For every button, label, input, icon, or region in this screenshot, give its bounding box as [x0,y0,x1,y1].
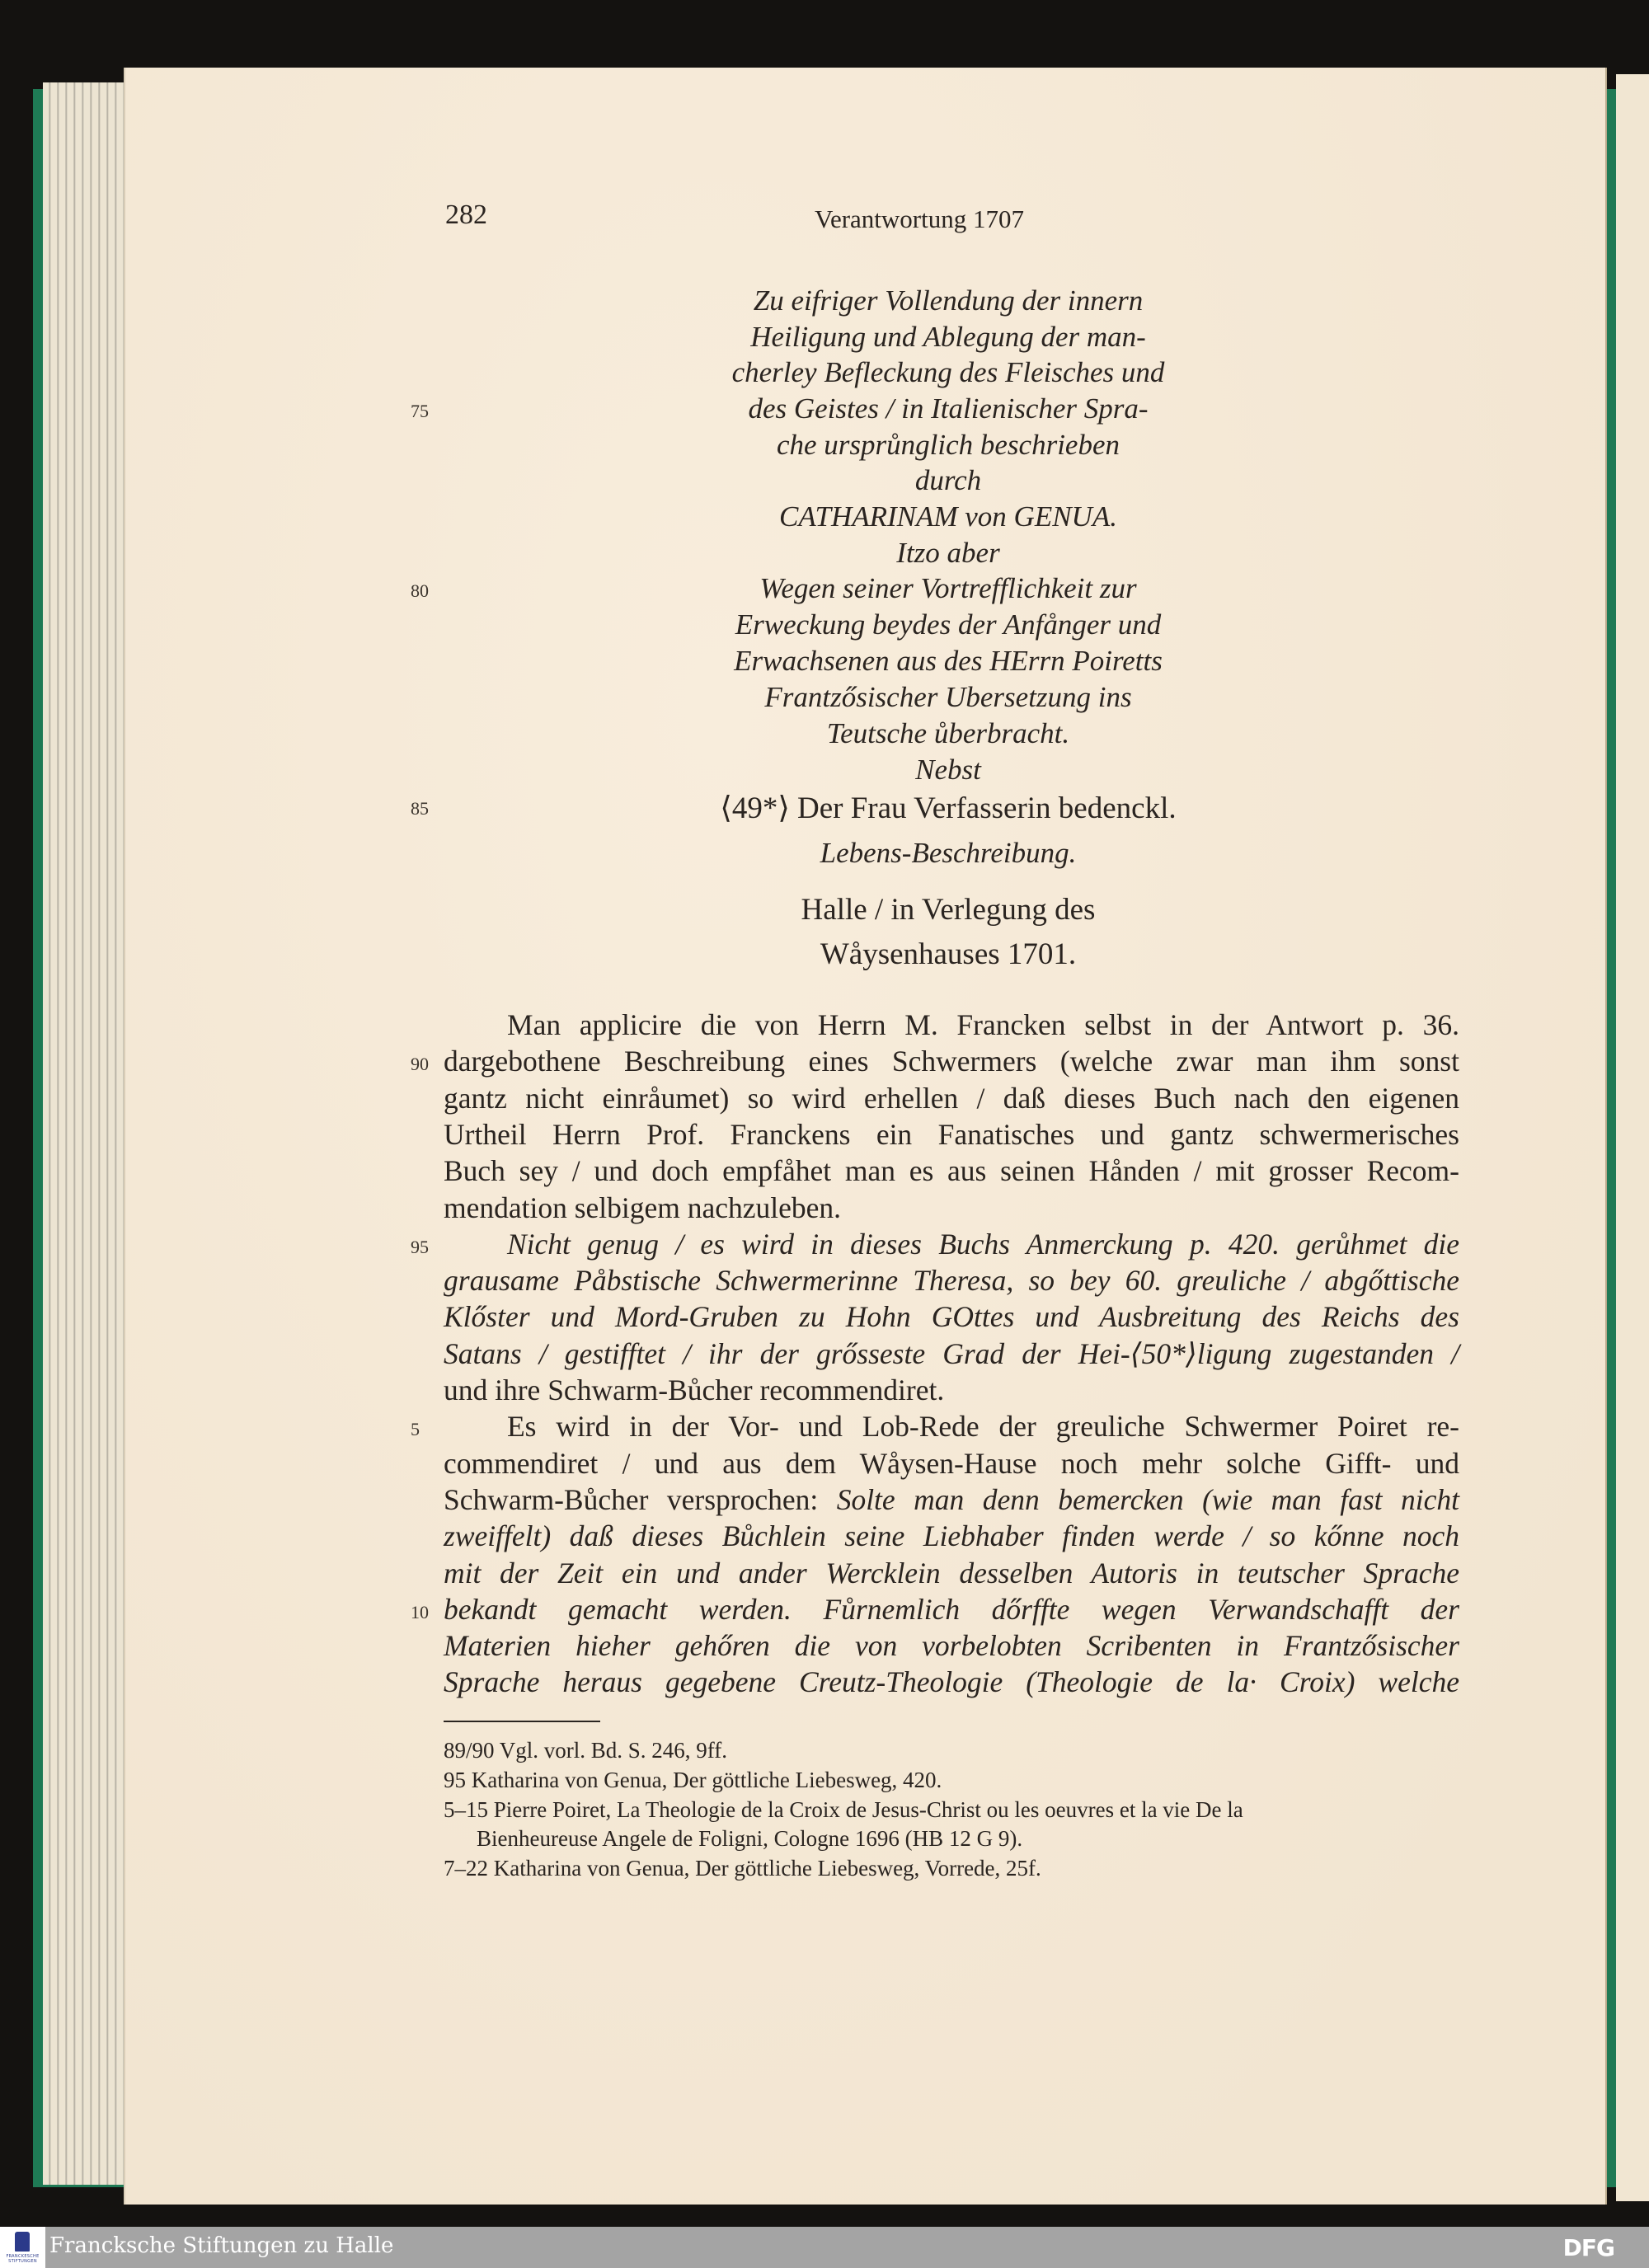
body-line: und ihre Schwarm-Bůcher recommendiret. [444,1373,945,1406]
title-line: durch [914,464,982,496]
body-line: Es wird in der Vor- und Lob-Rede der greuliche Schwermer Poiret re- [507,1410,1459,1444]
line-number: 90 [411,1054,429,1075]
title-line: Zu eifriger Vollendung der innern [753,284,1144,317]
footnote: Bienheureuse Angele de Foligni, Cologne 1696 (HB 12 G 9). [477,1826,1023,1851]
title-line: Nebst [915,754,981,786]
title-line: che ursprůnglich beschrieben [776,429,1120,461]
title-line: Erwachsenen aus des HErrn Poiretts [734,645,1163,677]
body-line: Man applicire die von Herrn M. Francken selbst in der Antwort p. 36. [507,1008,1459,1041]
body-line: mendation selbigem nachzuleben. [444,1190,842,1224]
body-line: bekandt gemacht werden. Fůrnemlich dőrffte wegen Verwandschafft der [444,1592,1459,1626]
footer-bar [0,2227,1649,2268]
body-line [444,1482,1459,1517]
dfg-logo[interactable]: DFG [1562,2234,1614,2261]
title-line: Frantzősischer Ubersetzung ins [764,681,1132,713]
body-line: Buch sey / und doch empfåhet man es aus seinen Hånden / mit grosser Recom- [444,1154,1459,1188]
logo-text: FRANCKESCHE STIFTUNGEN [6,2254,40,2264]
body-line: zweiffelt) daß dieses Bůchlein seine Liebhaber finden werde / so kőnne noch [444,1519,1459,1553]
title-line: ⟨49*⟩ Der Frau Verfasserin bedenckl. [720,791,1177,825]
institution-logo[interactable] [0,2227,45,2268]
body-line: Urtheil Herrn Prof. Franckens ein Fanatisches und gantz schwermerisches [444,1117,1459,1151]
line-number: 95 [411,1236,429,1257]
facing-page-edge [1616,74,1649,2201]
institution-name[interactable]: Francksche Stiftungen zu Halle [49,2233,394,2258]
line-number: 75 [411,401,429,421]
body-line: Nicht genug / es wird in dieses Buchs Anmerckung p. 420. gerůhmet die [507,1227,1459,1261]
roman-segment: Schwarm-Bůcher versprochen: [444,1482,837,1516]
body-line: dargebothene Beschreibung eines Schwermers (welche zwar man ihm sonst [444,1045,1459,1078]
line-number: 10 [411,1601,429,1622]
title-line: Erweckung beydes der Anfånger und [735,608,1162,641]
footnote: 5–15 Pierre Poiret, La Theologie de la Croix de Jesus-Christ ou les oeuvres et la vie De la [444,1797,1243,1822]
title-line: cherley Befleckung des Fleisches und [731,356,1165,388]
title-line: Halle / in Verlegung des [801,893,1096,927]
body-line: commendiret / und aus dem Wåysen-Hause noch mehr solche Gifft- und [444,1446,1459,1480]
page-number: 282 [445,200,487,230]
body-line: Materien hieher gehőren die von vorbelobten Scribenten in Frantzősischer [444,1629,1459,1663]
footnote: 7–22 Katharina von Genua, Der göttliche Liebesweg, Vorrede, 25f. [444,1856,1041,1881]
body-line: Klőster und Mord-Gruben zu Hohn GOttes und Ausbreitung des Reichs des [444,1300,1459,1334]
running-title: Verantwortung 1707 [815,204,1024,233]
title-line: Wåysenhauses 1701. [820,937,1077,971]
title-line: Teutsche ůberbracht. [826,717,1070,749]
line-number: 5 [411,1419,420,1440]
line-number: 85 [411,798,429,819]
title-line: CATHARINAM von GENUA. [779,500,1117,533]
title-line: Heiligung und Ablegung der man- [750,321,1146,353]
title-line: Lebens-Beschreibung. [820,837,1077,869]
line-number: 80 [411,580,429,601]
title-line: des Geistes / in Italienischer Spra- [748,392,1149,425]
footnote: 89/90 Vgl. vorl. Bd. S. 246, 9ff. [444,1738,728,1763]
footnote: 95 Katharina von Genua, Der göttliche Liebesweg, 420. [444,1768,942,1792]
title-line: Itzo aber [896,537,1000,569]
title-line: Wegen seiner Vortrefflichkeit zur [759,572,1137,604]
body-line: Satans / gestifftet / ihr der grősseste Grad der Hei-⟨50*⟩ligung zugestanden / [444,1336,1459,1370]
footnote-rule [444,1721,600,1722]
italic-segment: Solte man denn bemercken (wie man fast nicht [836,1482,1459,1516]
body-line: mit der Zeit ein und ander Wercklein desselben Autoris in teutscher Sprache [444,1556,1459,1589]
logo-figure-icon [15,2232,30,2252]
body-line: gantz nicht einråumet) so wird erhellen / daß dieses Buch nach den eigenen [444,1081,1459,1115]
body-line: Sprache heraus gegebene Creutz-Theologie (Theologie de la· Croix) welche [444,1665,1459,1699]
body-line: grausame Påbstische Schwermerinne Theresa, so bey 60. greuliche / abgőttische [444,1264,1459,1298]
